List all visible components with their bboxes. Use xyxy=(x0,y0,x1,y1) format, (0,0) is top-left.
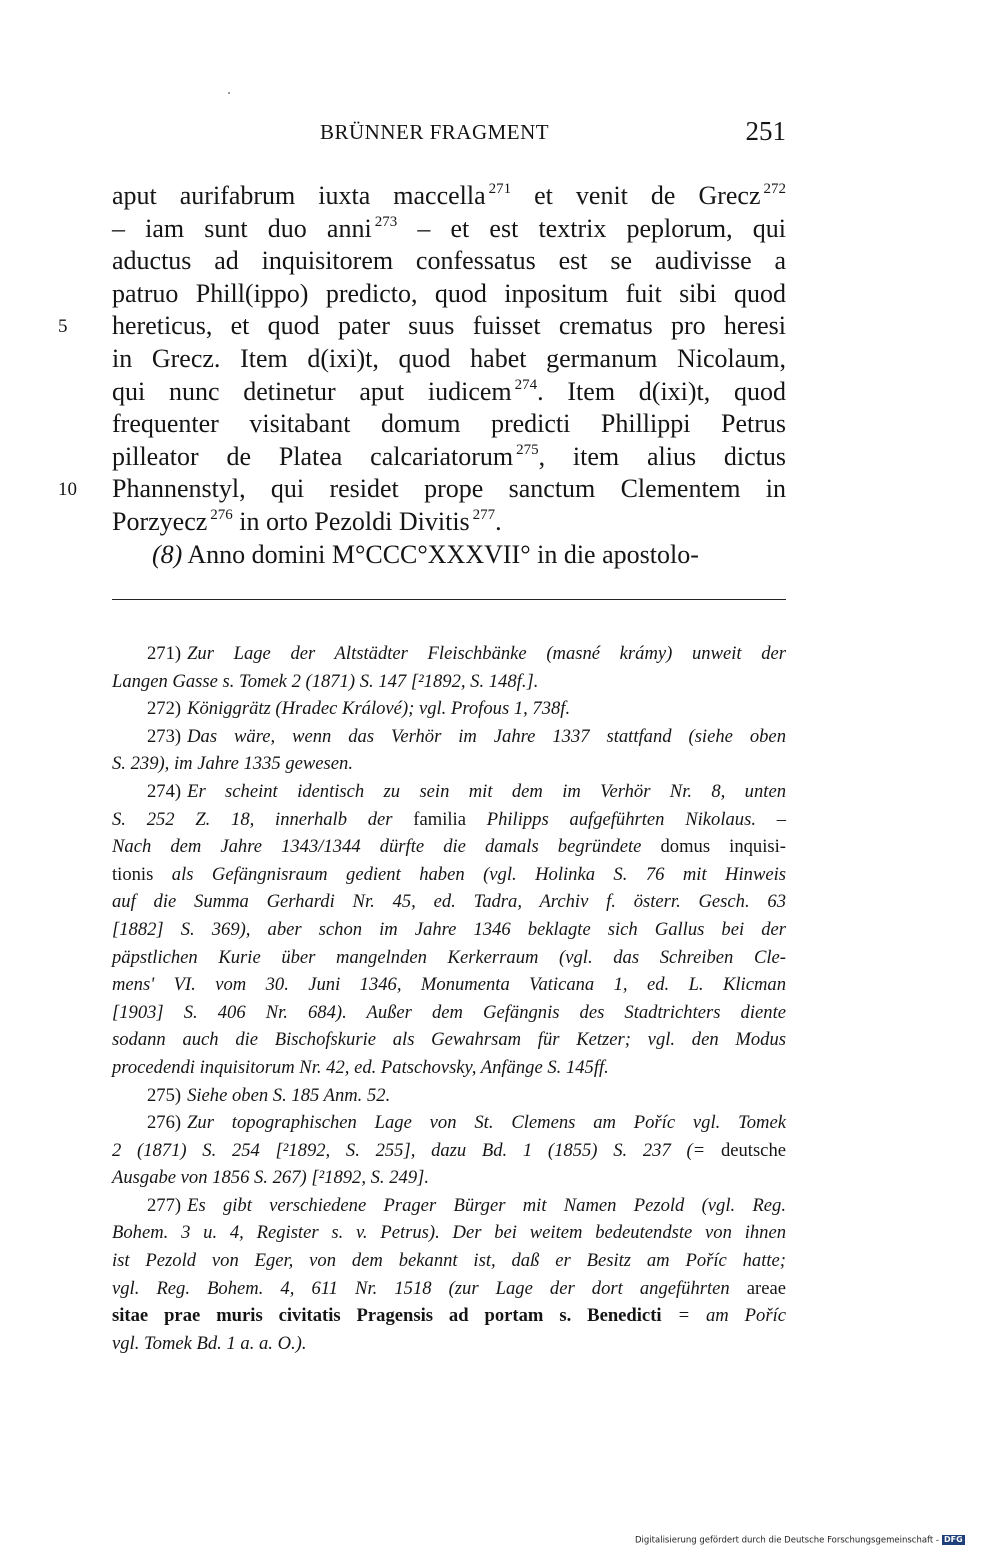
quoted-latin-text: domus inquisi- xyxy=(660,836,786,858)
text-run: – iam sunt duo anni xyxy=(112,213,372,243)
footnote-number: 277) xyxy=(147,1194,182,1216)
text-run: Philipps aufgeführten Nikolaus. – xyxy=(465,808,787,830)
text-run: als Gefängnisraum gedient haben (vgl. Holinka S. 76 mit Hinweis xyxy=(153,863,786,885)
text-run: , item alius dictus xyxy=(538,441,786,471)
footnote-line xyxy=(112,944,786,972)
text-run: Das wäre, wenn das Verhör im Jahre 1337 stattfand (siehe oben xyxy=(187,725,786,747)
footnote xyxy=(112,695,786,723)
text-line xyxy=(112,441,786,474)
text-run: Anno domini M°CCC°XXXVII° in die apostolo- xyxy=(182,539,699,569)
text-run: [1903] S. 406 Nr. 684). Außer dem Gefängnis des Stadtrichters diente xyxy=(112,1001,786,1023)
footnote-line xyxy=(112,1219,786,1247)
text-run: et venit de Grecz xyxy=(511,181,761,210)
footnote-number: 272) xyxy=(147,698,182,720)
footnote-reference: 275 xyxy=(516,441,539,458)
text-run: = am Poříc xyxy=(661,1305,786,1327)
text-line xyxy=(112,506,786,539)
footnote-line xyxy=(112,1137,786,1165)
footnote-number: 271) xyxy=(147,643,182,664)
footnote-number: 276) xyxy=(147,1112,182,1134)
quoted-latin-text: sitae prae muris civitatis Pragensis ad portam s. Benedicti xyxy=(112,1305,662,1327)
text-run: pilleator de Platea calcariatorum xyxy=(112,441,514,471)
footnote-reference: 273 xyxy=(374,213,398,230)
text-run: Königgrätz (Hradec Králové); vgl. Profous 1, 738f. xyxy=(187,698,571,720)
text-run: sodann auch die Bischofskurie als Gewahrsam für Ketzer; vgl. den Modus xyxy=(112,1029,786,1051)
footnote-number: 274) xyxy=(147,780,182,802)
text-line xyxy=(58,473,786,506)
footnote xyxy=(112,1109,786,1192)
dfg-logo: DFG xyxy=(943,1535,963,1544)
main-text-block xyxy=(58,180,787,571)
text-run: . xyxy=(495,506,502,536)
digitization-credit xyxy=(635,1535,965,1546)
footnote-line xyxy=(112,1330,786,1358)
text-line xyxy=(112,376,786,409)
text-run: Porzyecz xyxy=(112,506,208,536)
text-run: vgl. Reg. Bohem. 4, 611 Nr. 1518 (zur Lage der dort angeführten xyxy=(112,1277,747,1299)
footnote-line xyxy=(112,723,786,751)
footnote-reference: 272 xyxy=(763,181,786,197)
footnote-line xyxy=(112,695,786,723)
text-run: Zur topographischen Lage von St. Clemens am Poříc vgl. Tomek xyxy=(187,1112,786,1134)
footnote-line xyxy=(112,971,786,999)
text-line xyxy=(112,539,786,572)
text-line xyxy=(112,180,786,213)
text-line xyxy=(112,278,786,311)
text-run: Es gibt verschiedene Prager Bürger mit Namen Pezold (vgl. Reg. xyxy=(187,1194,786,1216)
footnote-number: 273) xyxy=(147,725,182,747)
text-run: frequenter visitabant domum predicti Phillippi Petrus xyxy=(112,409,786,439)
footnote-line xyxy=(112,916,786,944)
scan-speck xyxy=(228,92,230,94)
text-run: S. 239), im Jahre 1335 gewesen. xyxy=(112,753,353,775)
footnote-line xyxy=(112,1275,786,1303)
footnote xyxy=(112,1082,786,1110)
line-number: 10 xyxy=(58,479,77,501)
line-number: 5 xyxy=(58,316,68,338)
text-run: Zur Lage der Altstädter Fleischbänke (masné krámy) unweit der xyxy=(187,643,786,664)
text-run: hereticus, et quod pater suus fuisset crematus pro heresi xyxy=(112,311,786,341)
digitization-credit-text: Digitalisierung gefördert durch die Deutsche Forschungsgemeinschaft - xyxy=(635,1535,939,1546)
footnote-line xyxy=(112,668,786,696)
text-run: Langen Gasse s. Tomek 2 (1871) S. 147 [²1892, S. 148f.]. xyxy=(112,670,539,692)
footnote-reference: 274 xyxy=(514,376,538,393)
page-number: 251 xyxy=(745,116,786,146)
quoted-latin-text: tionis xyxy=(112,863,154,885)
quoted-latin-text: familia xyxy=(413,808,466,830)
quoted-latin-text: areae xyxy=(746,1277,786,1299)
text-run: qui nunc detinetur aput iudicem xyxy=(112,376,512,406)
footnote-line xyxy=(112,1192,786,1220)
footnote-line xyxy=(112,806,786,834)
section-number: (8) xyxy=(152,539,183,569)
text-line xyxy=(58,310,786,343)
text-run: päpstlichen Kurie über mangelnden Kerkerraum (vgl. das Schreiben Cle- xyxy=(112,946,786,968)
text-run: 2 (1871) S. 254 [²1892, S. 255], dazu Bd. 1 (1855) S. 237 (= xyxy=(112,1139,721,1161)
text-run: S. 252 Z. 18, innerhalb der xyxy=(112,808,414,830)
footnote-reference: 277 xyxy=(472,506,496,523)
footnote xyxy=(112,1192,786,1358)
text-run: procedendi inquisitorum Nr. 42, ed. Patschovsky, Anfänge S. 145ff. xyxy=(112,1056,609,1078)
text-run: . Item d(ixi)t, quod xyxy=(537,376,787,406)
footnotes-block xyxy=(112,640,786,1357)
text-line xyxy=(112,408,786,441)
text-run: ist Pezold von Eger, von dem bekannt ist, daß er Besitz am Poříc hatte; xyxy=(112,1250,786,1272)
footnote-line xyxy=(112,1026,786,1054)
text-run: Bohem. 3 u. 4, Register s. v. Petrus). Der bei weitem bedeutendste von ihnen xyxy=(112,1222,786,1244)
footnote-reference: 276 xyxy=(210,506,233,523)
text-run: in Grecz. Item d(ixi)t, quod habet germanum Nicolaum, xyxy=(112,343,786,373)
text-line xyxy=(112,343,786,376)
text-run: – et est textrix peplorum, qui xyxy=(397,213,786,243)
footnote-line xyxy=(112,778,786,806)
text-run: [1882] S. 369), aber schon im Jahre 1346 beklagte sich Gallus bei der xyxy=(112,918,786,940)
footnote-number: 275) xyxy=(147,1084,182,1106)
footnote-line xyxy=(112,750,786,778)
footnote-line xyxy=(112,888,786,916)
text-run: Er scheint identisch zu sein mit dem im Verhör Nr. 8, unten xyxy=(187,780,786,802)
text-run: vgl. Tomek Bd. 1 a. a. O.). xyxy=(112,1332,307,1354)
footnote-separator-rule xyxy=(112,599,786,600)
text-run: mens' VI. vom 30. Juni 1346, Monumenta Vaticana 1, ed. L. Klicman xyxy=(112,974,786,996)
footnote-reference: 271 xyxy=(488,181,512,197)
footnote-line xyxy=(112,1109,786,1137)
footnote-line xyxy=(112,1054,786,1082)
footnote-line xyxy=(112,1164,786,1192)
text-run: Siehe oben S. 185 Anm. 52. xyxy=(187,1084,391,1106)
footnote-line xyxy=(112,861,786,889)
footnote xyxy=(112,723,786,778)
footnote xyxy=(112,778,786,1082)
text-run: patruo Phill(ippo) predicto, quod inpositum fuit sibi quod xyxy=(112,278,786,308)
footnote-line xyxy=(112,999,786,1027)
footnote xyxy=(112,640,786,695)
text-line xyxy=(112,213,786,246)
text-run: aput aurifabrum iuxta maccella xyxy=(112,181,486,210)
text-run: Phannenstyl, qui residet prope sanctum Clementem in xyxy=(112,474,786,504)
footnote-line xyxy=(112,640,786,668)
text-run: auf die Summa Gerhardi Nr. 45, ed. Tadra, Archiv f. österr. Gesch. 63 xyxy=(112,891,786,913)
quoted-latin-text: deutsche xyxy=(720,1139,786,1161)
text-line xyxy=(112,245,786,278)
footnote-line xyxy=(112,1082,786,1110)
text-run: Nach dem Jahre 1343/1344 dürfte die damals begründete xyxy=(112,836,661,858)
running-title: BRÜNNER FRAGMENT xyxy=(320,120,550,144)
footnote-line xyxy=(112,1247,786,1275)
footnote-line xyxy=(112,833,786,861)
text-run: aductus ad inquisitorem confessatus est se audivisse a xyxy=(112,246,786,276)
text-run: in orto Pezoldi Divitis xyxy=(232,506,470,536)
text-run: Ausgabe von 1856 S. 267) [²1892, S. 249]. xyxy=(112,1167,430,1189)
footnote-line xyxy=(112,1302,786,1330)
